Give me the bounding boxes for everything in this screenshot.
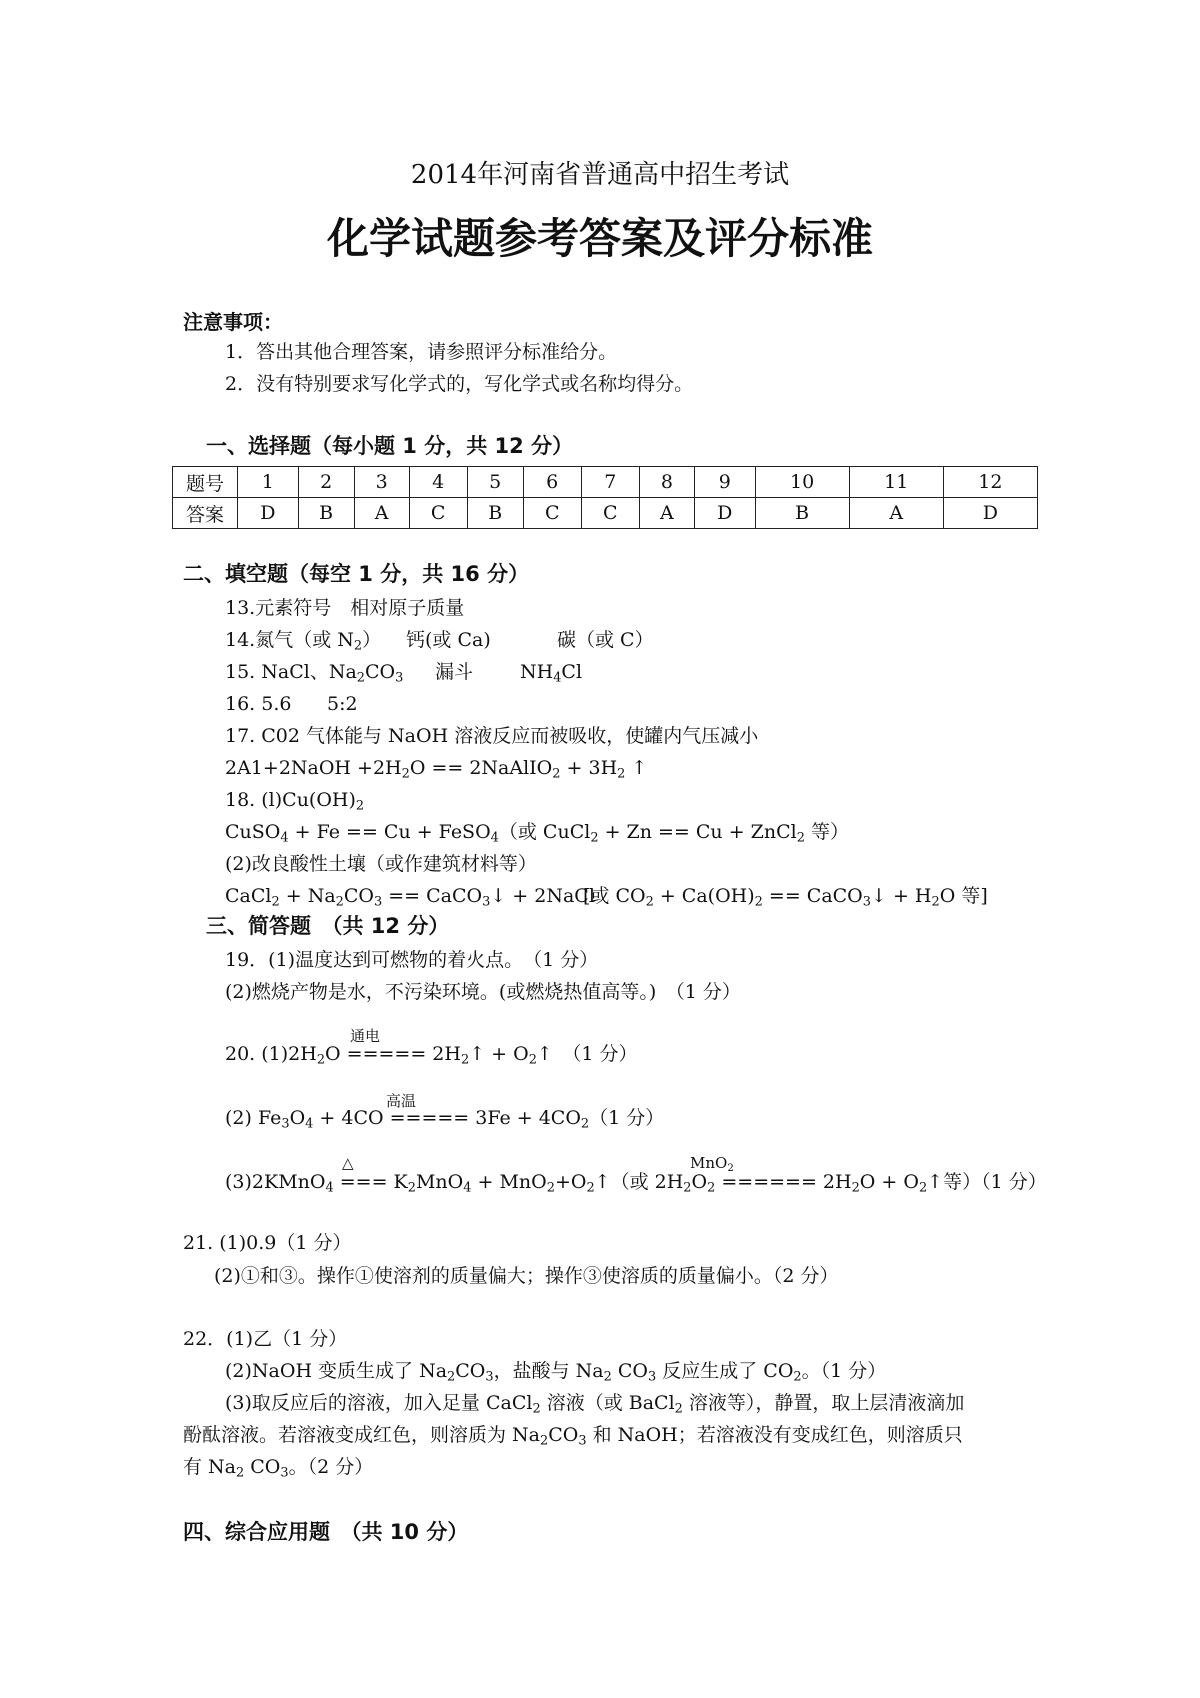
answer-q15-b: 漏斗 — [435, 661, 474, 683]
equation-q20-2: (2) $Fe_3O_4 + 4CO$ ===== $3Fe + 4CO_2(1$ 分） — [225, 1107, 665, 1132]
reaction-condition-catalyst: MnO$_2$ — [690, 1154, 734, 1174]
table-cell: 8 — [639, 467, 694, 498]
answer-q14: 14.氮气（或 $N_2$） — [225, 629, 382, 654]
table-cell: A — [849, 498, 943, 529]
table-cell: C — [409, 498, 467, 529]
table-row — [173, 498, 1038, 529]
row-label-number: 题号 — [173, 467, 238, 498]
table-cell: 11 — [849, 467, 943, 498]
exam-subtitle: 2014年河南省普通高中招生考试 — [410, 160, 790, 190]
table-cell: D — [238, 498, 299, 529]
section2-heading: 二、填空题（每空 1 分，共 16 分） — [183, 562, 530, 586]
answer-q13: 13.元素符号 相对原子质量 — [225, 597, 465, 619]
table-cell: 12 — [943, 467, 1037, 498]
answer-q22-3-end: 有 $Na_2$ $CO_3$。（2 分） — [183, 1456, 374, 1481]
table-cell: B — [467, 498, 523, 529]
table-cell: A — [354, 498, 409, 529]
table-cell: A — [639, 498, 694, 529]
answer-q18-2: (2)改良酸性土壤（或作建筑材料等） — [225, 853, 537, 875]
table-cell: 7 — [581, 467, 639, 498]
section4-heading: 四、综合应用题 （共 10 分） — [183, 1520, 469, 1544]
note-item-2: 2．没有特别要求写化学式的，写化学式或名称均得分。 — [225, 373, 694, 395]
table-row — [173, 467, 1038, 498]
table-cell: 9 — [694, 467, 755, 498]
equation-q20-1: 20. $(1)2H_2O$ ===== $2H_2↑$ + $O_2↑$ （1 分） — [225, 1043, 638, 1068]
table-cell: C — [581, 498, 639, 529]
reaction-condition-high-temp: 高温 — [386, 1092, 417, 1110]
equation-q18-2: CaCl$_2$ + $Na_2CO_3$ == CaCO$_3$↓ + 2NaCl — [225, 885, 595, 910]
answer-q21-2: (2)①和③。操作①使溶剂的质量偏大；操作③使溶质的质量偏小。（2 分） — [214, 1265, 839, 1287]
answer-q16-b: 5:2 — [327, 693, 358, 715]
answer-q15: 15. NaCl、$Na_2CO_3$ — [225, 661, 404, 686]
answer-q14-c: 碳（或 C） — [557, 629, 654, 651]
equation-q18-1: CuSO$_4$ + Fe == Cu + FeSO$_4$（或 CuCl$_2$ + Zn == Cu + ZnCl$_2$ 等） — [225, 821, 849, 846]
answer-q19-2: (2)燃烧产物是水，不污染环境。(或燃烧热值高等。) （1 分） — [225, 981, 741, 1003]
table-cell: B — [298, 498, 354, 529]
table-cell: D — [694, 498, 755, 529]
answer-q19-1: 19．(1)温度达到可燃物的着火点。 （1 分） — [225, 949, 599, 971]
answer-q22-3: (3)取反应后的溶液，加入足量 CaCl$_2$ 溶液（或 BaCl$_2$ 溶液等），静置，取上层清液滴加 — [225, 1392, 965, 1417]
table-cell: 10 — [755, 467, 849, 498]
table-cell: 4 — [409, 467, 467, 498]
table-cell: D — [943, 498, 1037, 529]
row-label-answer: 答案 — [173, 498, 238, 529]
answer-q16: 16. 5.6 — [225, 693, 292, 715]
answer-q17: 17. C02 气体能与 NaOH 溶液反应而被吸收，使罐内气压减小 — [225, 725, 759, 747]
table-cell: 2 — [298, 467, 354, 498]
page-title: 化学试题参考答案及评分标准 — [326, 214, 873, 263]
table-cell: 3 — [354, 467, 409, 498]
answer-q22-3-cont: 酚酞溶液。若溶液变成红色，则溶质为 $Na_2CO_3$ 和 NaOH；若溶液没有变成红色，则溶质只 — [183, 1424, 963, 1449]
table-cell: B — [755, 498, 849, 529]
equation-q20-3: (3)2KMnO$_4$ === $K_2MnO_4$ + $MnO_2+O_2↑$（或 $2H_2O_2$ ====== $2H_2O$ + $O_2↑$等）（1 分） — [225, 1171, 1047, 1196]
table-cell: 5 — [467, 467, 523, 498]
answer-q15-c: $NH_4Cl$ — [520, 661, 583, 686]
answer-q18-1: 18. $(l)Cu(OH)_2$ — [225, 789, 365, 814]
note-item-1: 1．答出其他合理答案，请参照评分标准给分。 — [225, 341, 618, 363]
table-cell: 6 — [523, 467, 581, 498]
section3-heading: 三、简答题 （共 12 分） — [206, 914, 450, 938]
section1-heading: 一、选择题（每小题 1 分，共 12 分） — [206, 434, 574, 458]
reaction-condition-heat: △ — [342, 1154, 354, 1172]
table-cell: C — [523, 498, 581, 529]
notes-heading: 注意事项： — [183, 310, 283, 334]
equation-q17: 2A1+2NaOH $+2H_2O$ == 2NaAlIO$_2$ + $3H_2$ ↑ — [225, 757, 648, 782]
answer-q21-1: 21. (1)0.9（1 分） — [183, 1232, 352, 1254]
reaction-condition-electrolysis: 通电 — [350, 1027, 381, 1045]
answer-q14-b: 钙(或 Ca) — [406, 629, 491, 651]
table-cell: 1 — [238, 467, 299, 498]
answer-q22-1: 22．(1)乙（1 分） — [183, 1328, 348, 1350]
equation-q18-2-alt: [或 $CO_2 + Ca(OH)_2$ == CaCO$_3$↓ + $H_2O$ 等] — [583, 885, 988, 910]
answer-q22-2: (2)NaOH 变质生成了 $Na_2CO_3$，盐酸与 $Na_2$ $CO_3$ 反应生成了 $CO_2$。（1 分） — [225, 1360, 887, 1385]
answer-table — [172, 466, 1038, 529]
